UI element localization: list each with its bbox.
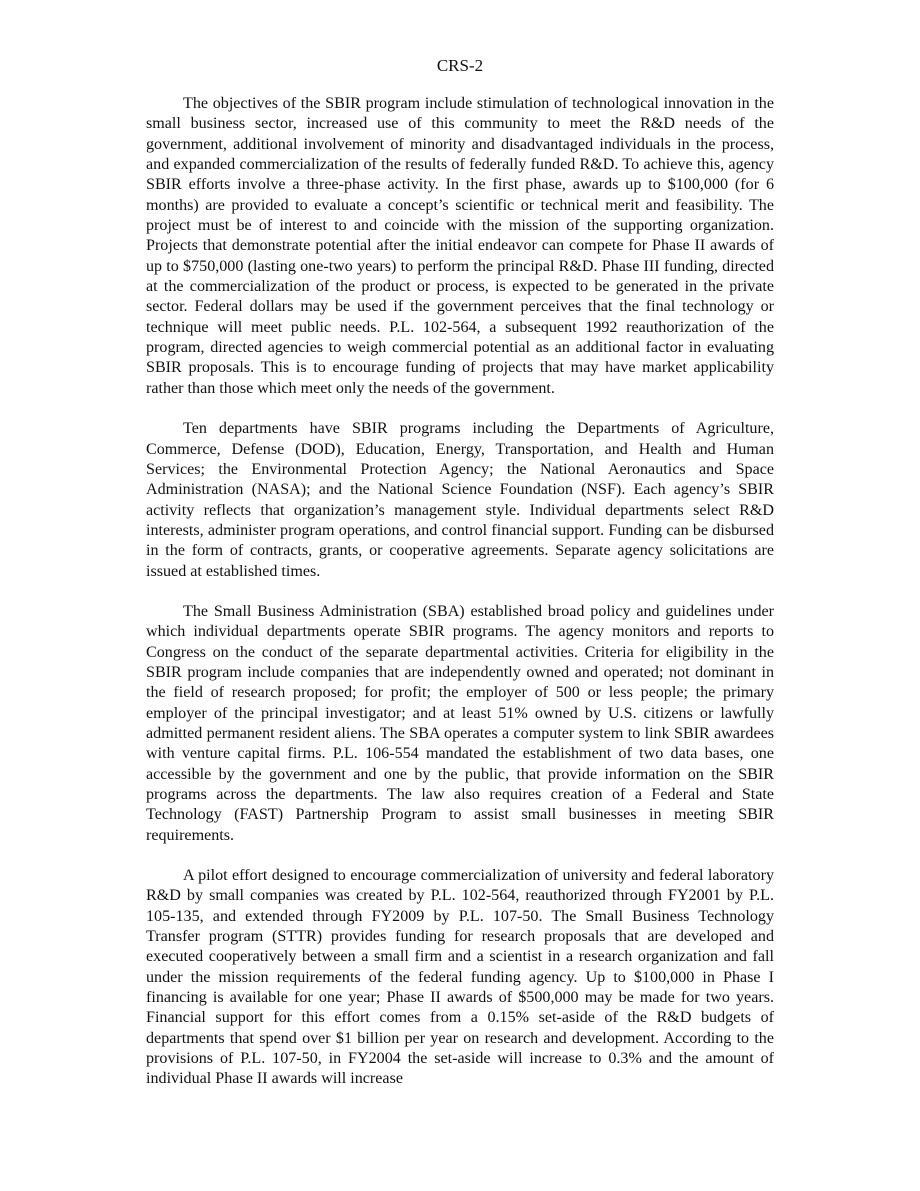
paragraph-sba-oversight: The Small Business Administration (SBA) established broad policy and guidelines under which individual departments operate SBIR programs. The agency monitors and reports to Congress on the conduct of the separate departmental activities. Criteria for eligibility in the SBIR program include companies that are independently owned and operated; not dominant in the field of research proposed; for profit; the employer of 500 or less people; the primary employer of the principal investigator; and at least 51% owned by U.S. citizens or lawfully admitted permanent resident aliens. The SBA operates a computer system to link SBIR awardees with venture capital firms. P.L. 106-554 mandated the establishment of two data bases, one accessible by the government and one by the public, that provide information on the SBIR programs across the departments. The law also requires creation of a Federal and State Technology (FAST) Partnership Program to assist small businesses in meeting SBIR requirements.	[146, 602, 774, 844]
document-body	[146, 94, 774, 1110]
paragraph-sttr-pilot: A pilot effort designed to encourage commercialization of university and federal laboratory R&D by small companies was created by P.L. 102-564, reauthorized through FY2001 by P.L. 105-135, and extended through FY2009 by P.L. 107-50. The Small Business Technology Transfer program (STTR) provides funding for research proposals that are developed and executed cooperatively between a small firm and a scientist in a research organization and fall under the mission requirements of the federal funding agency. Up to $100,000 in Phase I financing is available for one year; Phase II awards of $500,000 may be made for two years. Financial support for this effort comes from a 0.15% set-aside of the R&D budgets of departments that spend over $1 billion per year on research and development. According to the provisions of P.L. 107-50, in FY2004 the set-aside will increase to 0.3% and the amount of individual Phase II awards will increase	[146, 867, 774, 1088]
paragraph-participating-departments: Ten departments have SBIR programs including the Departments of Agriculture, Commerce, Defense (DOD), Education, Energy, Transportation, and Health and Human Services; the Environmental Protection Agency; the National Aeronautics and Space Administration (NASA); and the National Science Foundation (NSF). Each agency’s SBIR activity reflects that organization’s management style. Individual departments select R&D interests, administer program operations, and control financial support. Funding can be disbursed in the form of contracts, grants, or cooperative agreements. Separate agency solicitations are issued at established times.	[146, 420, 774, 580]
paragraph-sbir-objectives: The objectives of the SBIR program include stimulation of technological innovation in the small business sector, increased use of this community to meet the R&D needs of the government, additional involvement of minority and disadvantaged individuals in the process, and expanded commercialization of the results of federally funded R&D. To achieve this, agency SBIR efforts involve a three-phase activity. In the first phase, awards up to $100,000 (for 6 months) are provided to evaluate a concept’s scientific or technical merit and feasibility. The project must be of interest to and coincide with the mission of the supporting organization. Projects that demonstrate potential after the initial endeavor can compete for Phase II awards of up to $750,000 (lasting one-two years) to perform the principal R&D. Phase III funding, directed at the commercialization of the product or process, is expected to be generated in the private sector. Federal dollars may be used if the government perceives that the final technology or technique will meet public needs. P.L. 102-564, a subsequent 1992 reauthorization of the program, directed agencies to weigh commercial potential as an additional factor in evaluating SBIR proposals. This is to encourage funding of projects that may have market applicability rather than those which meet only the needs of the government.	[146, 95, 774, 397]
page-number-header: CRS-2	[436, 56, 484, 75]
